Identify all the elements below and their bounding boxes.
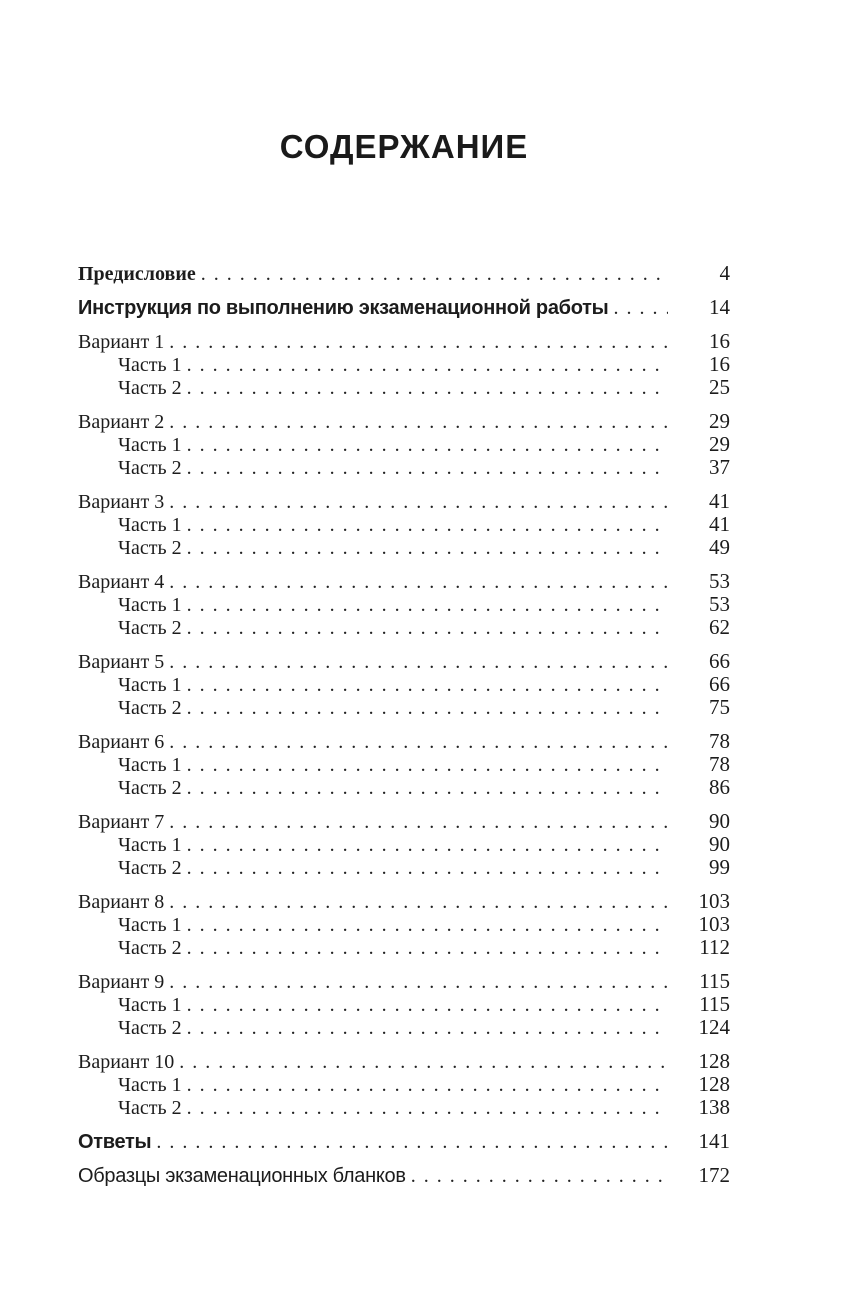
toc-entry-label: Часть 2 [118, 1017, 182, 1039]
toc-entry-label: Часть 2 [118, 1097, 182, 1119]
toc-row [78, 456, 730, 479]
toc-entry-label: Часть 2 [118, 457, 182, 479]
dot-leader [187, 834, 668, 856]
dot-leader [169, 811, 668, 833]
dot-leader [201, 263, 668, 285]
dot-leader [187, 937, 668, 959]
toc-page-number: 41 [709, 512, 730, 536]
toc-entry-label: Часть 1 [118, 434, 182, 456]
dot-leader [187, 514, 668, 536]
toc-entry-label: Часть 1 [118, 354, 182, 376]
dot-leader [169, 571, 668, 593]
dot-leader [411, 1165, 668, 1187]
toc-row [78, 433, 730, 456]
dot-leader [187, 457, 668, 479]
toc-row [78, 262, 730, 285]
toc-page-number: 62 [709, 615, 730, 639]
dot-leader [187, 377, 668, 399]
toc-row [78, 1016, 730, 1039]
dot-leader [187, 594, 668, 616]
dot-leader [187, 857, 668, 879]
dot-leader [187, 994, 668, 1016]
toc-entry-label: Вариант 4 [78, 571, 165, 593]
toc-row [78, 1073, 730, 1096]
toc-page-number: 172 [698, 1163, 730, 1187]
toc-page-number: 29 [709, 409, 730, 433]
toc-entry-label: Вариант 8 [78, 891, 165, 913]
dot-leader [613, 297, 668, 319]
toc-entry-label: Часть 1 [118, 594, 182, 616]
toc-row [78, 810, 730, 833]
dot-leader [187, 1017, 668, 1039]
toc-row [78, 673, 730, 696]
toc-row [78, 753, 730, 776]
toc-row [78, 913, 730, 936]
toc-entry-label: Часть 2 [118, 537, 182, 559]
toc-entry-label: Часть 1 [118, 914, 182, 936]
toc-entry-label: Предисловие [78, 263, 196, 285]
toc-entry-label: Вариант 9 [78, 971, 165, 993]
toc-entry-label: Вариант 10 [78, 1051, 175, 1073]
toc-page-number: 14 [709, 295, 730, 319]
toc-row [78, 696, 730, 719]
toc-page-number: 16 [709, 329, 730, 353]
toc-entry-label: Вариант 6 [78, 731, 165, 753]
toc-row [78, 490, 730, 513]
dot-leader [187, 754, 668, 776]
dot-leader [187, 537, 668, 559]
toc-entry-label: Вариант 5 [78, 651, 165, 673]
dot-leader [187, 617, 668, 639]
dot-leader [169, 491, 668, 513]
toc-page-number: 53 [709, 592, 730, 616]
toc-row [78, 616, 730, 639]
toc-page-number: 41 [709, 489, 730, 513]
page-title: СОДЕРЖАНИЕ [279, 128, 529, 165]
toc-entry-label: Вариант 3 [78, 491, 165, 513]
toc-page-number: 25 [709, 375, 730, 399]
toc-page-number: 29 [709, 432, 730, 456]
toc-entry-label: Ответы [78, 1131, 152, 1153]
toc-page-number: 86 [709, 775, 730, 799]
toc-entry-label: Часть 2 [118, 777, 182, 799]
toc-row [78, 513, 730, 536]
toc-page-number: 141 [698, 1129, 730, 1153]
toc-row [78, 650, 730, 673]
toc-row [78, 410, 730, 433]
dot-leader [187, 674, 668, 696]
toc-entry-label: Вариант 2 [78, 411, 165, 433]
toc-page-number: 99 [709, 855, 730, 879]
dot-leader [156, 1131, 668, 1153]
toc-page-number: 115 [699, 969, 730, 993]
toc-page-number: 53 [709, 569, 730, 593]
toc-row [78, 536, 730, 559]
dot-leader [187, 354, 668, 376]
dot-leader [187, 434, 668, 456]
toc-row [78, 296, 730, 319]
toc-row [78, 593, 730, 616]
toc-entry-label: Вариант 1 [78, 331, 165, 353]
dot-leader [169, 971, 668, 993]
toc-row [78, 993, 730, 1016]
dot-leader [169, 411, 668, 433]
toc-row [78, 970, 730, 993]
toc-entry-label: Инструкция по выполнению экзаменационной работы [78, 297, 609, 319]
toc-page-number: 37 [709, 455, 730, 479]
dot-leader [169, 331, 668, 353]
toc-row [78, 936, 730, 959]
toc-page-number: 16 [709, 352, 730, 376]
toc-page-number: 66 [709, 672, 730, 696]
toc-entry-label: Часть 1 [118, 674, 182, 696]
toc-entry-label: Часть 1 [118, 754, 182, 776]
toc-page-number: 66 [709, 649, 730, 673]
toc-page-number: 128 [698, 1049, 730, 1073]
toc-row [78, 1130, 730, 1153]
toc-page-number: 115 [699, 992, 730, 1016]
toc-page-number: 90 [709, 809, 730, 833]
toc-row [78, 730, 730, 753]
toc-entry-label: Часть 2 [118, 377, 182, 399]
dot-leader [169, 651, 668, 673]
toc-entry-label: Образцы экзаменационных бланков [78, 1165, 406, 1187]
toc-row [78, 376, 730, 399]
dot-leader [187, 1097, 668, 1119]
dot-leader [169, 731, 668, 753]
toc-page-number: 78 [709, 729, 730, 753]
toc-entry-label: Вариант 7 [78, 811, 165, 833]
toc-page-number: 4 [719, 261, 730, 285]
toc-entry-label: Часть 2 [118, 617, 182, 639]
toc-entry-label: Часть 2 [118, 857, 182, 879]
toc-page-number: 138 [698, 1095, 730, 1119]
toc-row [78, 833, 730, 856]
toc-page-number: 78 [709, 752, 730, 776]
dot-leader [187, 914, 668, 936]
toc-row [78, 890, 730, 913]
dot-leader [187, 1074, 668, 1096]
toc-page-number: 124 [698, 1015, 730, 1039]
toc-entry-label: Часть 2 [118, 937, 182, 959]
toc-entry-label: Часть 1 [118, 1074, 182, 1096]
toc-row [78, 353, 730, 376]
dot-leader [169, 891, 668, 913]
table-of-contents [78, 262, 730, 1187]
dot-leader [187, 697, 668, 719]
toc-page-number: 112 [699, 935, 730, 959]
toc-row [78, 330, 730, 353]
toc-entry-label: Часть 1 [118, 994, 182, 1016]
toc-row [78, 1096, 730, 1119]
toc-page-number: 103 [698, 912, 730, 936]
toc-row [78, 1164, 730, 1187]
dot-leader [179, 1051, 668, 1073]
toc-entry-label: Часть 1 [118, 514, 182, 536]
toc-row [78, 570, 730, 593]
toc-row [78, 776, 730, 799]
toc-entry-label: Часть 1 [118, 834, 182, 856]
toc-page-number: 90 [709, 832, 730, 856]
toc-row [78, 856, 730, 879]
toc-page-number: 128 [698, 1072, 730, 1096]
dot-leader [187, 777, 668, 799]
toc-page-number: 49 [709, 535, 730, 559]
toc-row [78, 1050, 730, 1073]
toc-page-number: 75 [709, 695, 730, 719]
toc-page-number: 103 [698, 889, 730, 913]
toc-entry-label: Часть 2 [118, 697, 182, 719]
